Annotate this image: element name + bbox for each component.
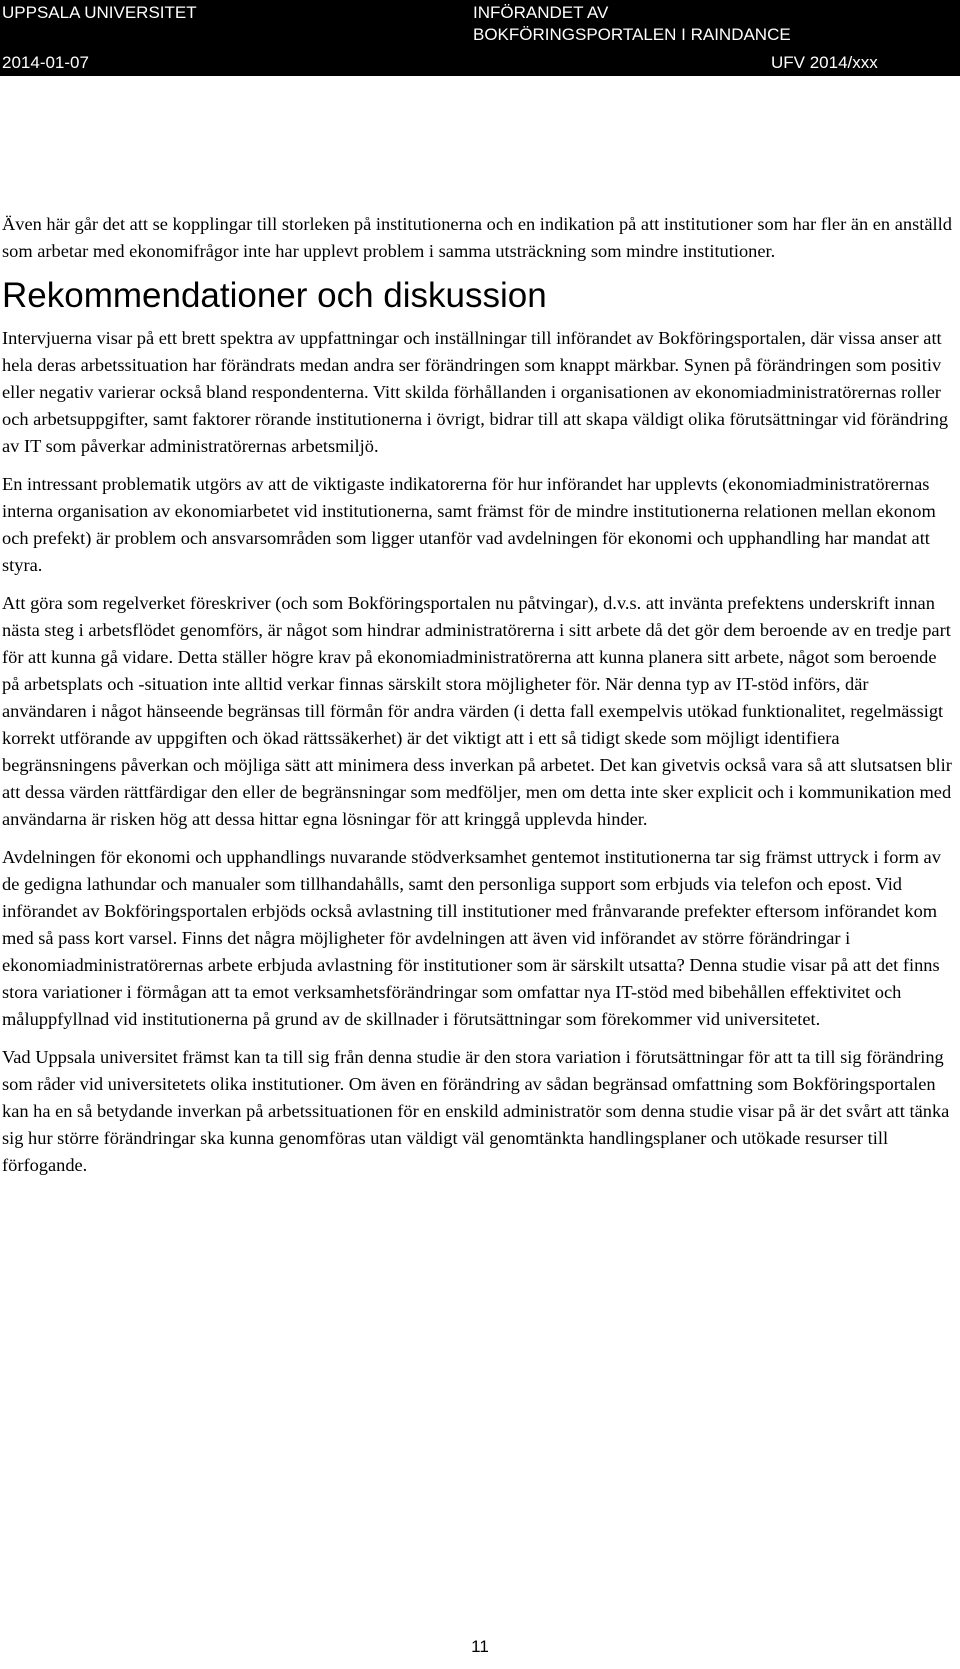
body-paragraph-3: Att göra som regelverket föreskriver (och som Bokföringsportalen nu påtvingar), d.v.s. att invänta prefektens underskrift innan nästa steg i arbetsflödet genomförs, är något som hindrar administratörerna i sitt arbete då det gör dem beroende av en tredje part för att kunna gå vidare. Detta ställer högre krav på ekonomiadministratörerna att kunna planera sitt arbete, något som beroende på arbetsplats och -situation inte alltid verkar finnas särskilt stora möjligheter för. När denna typ av IT-stöd införs, där användaren i något hänseende begränsas till förmån för andra värden (i detta fall exempelvis utökad funktionalitet, regelmässigt korrekt utförande av uppgiften och ökad rättssäkerhet) är det viktigt att i ett så tidigt skede som möjligt identifiera begränsningens påverkan och möjliga sätt att minimera dess inverkan på arbetet. Det kan givetvis också vara så att slutsatsen blir att dessa värden rättfärdigar den eller de begränsningar som medföljer, men om detta inte sker explicit och i kommunikation med användarna är risken hög att dessa hittar egna lösningar för att kringgå upplevda hinder. (2, 593, 952, 829)
document-date: 2014-01-07 (2, 53, 89, 72)
page-number: 11 (471, 1637, 489, 1656)
body-paragraph-2: En intressant problematik utgörs av att de viktigaste indikatorerna för hur införandet har upplevts (ekonomiadministratörernas interna organisation av ekonomiarbetet vid institutionerna, samt främst för de mindre institutionerna relationen mellan ekonom och prefekt) är problem och ansvarsområden som ligger utanför vad avdelningen för ekonomi och upphandling har mandat att styra. (2, 474, 936, 575)
section-heading: Rekommendationer och diskussion (2, 276, 547, 315)
organization-name: UPPSALA UNIVERSITET (2, 3, 197, 22)
document-body (2, 211, 957, 1179)
page-header (0, 0, 960, 76)
document-reference: UFV 2014/xxx (771, 53, 878, 72)
intro-paragraph: Även här går det att se kopplingar till storleken på institutionerna och en indikation på att institutioner som har fler än en anställd som arbetar med ekonomifrågor inte har upplevt problem i samma utsträckning som mindre institutioner. (2, 214, 952, 261)
document-title: INFÖRANDET AV BOKFÖRINGSPORTALEN I RAINDANCE (473, 3, 791, 44)
body-paragraph-5: Vad Uppsala universitet främst kan ta till sig från denna studie är den stora variation i förutsättningar för att ta till sig förändring som råder vid universitetets olika institutioner. Om även en förändring av sådan begränsad omfattning som Bokföringsportalen kan ha en så betydande inverkan på arbetssituationen för en enskild administratör som denna studie visar på är det svårt att tänka sig hur större förändringar ska kunna genomföras utan väldigt väl genomtänkta handlingsplaner och utökade resurser till förfogande. (2, 1047, 950, 1175)
body-paragraph-4: Avdelningen för ekonomi och upphandlings nuvarande stödverksamhet gentemot institutionerna tar sig främst uttryck i form av de gedigna lathundar och manualer som tillhandahålls, samt den personliga support som erbjuds via telefon och epost. Vid införandet av Bokföringsportalen erbjöds också avlastning till institutioner med frånvarande prefekter eftersom införandet kom med så pass kort varsel. Finns det några möjligheter för avdelningen att även vid införandet av större förändringar i ekonomiadministratörernas arbete erbjuda avlastning för institutioner som är särskilt utsatta? Denna studie visar på att det finns stora variationer i förmågan att ta emot verksamhetsförändringar som omfattar nya IT-stöd med bibehållen effektivitet och måluppfyllnad vid institutionerna på grund av de skillnader i förutsättningar som förekommer vid universitetet. (2, 847, 941, 1029)
body-paragraph-1: Intervjuerna visar på ett brett spektra av uppfattningar och inställningar till införandet av Bokföringsportalen, där vissa anser att hela deras arbetssituation har förändrats medan andra ser förändringen som knappt märkbar. Synen på förändringen som positiv eller negativ varierar också bland respondenterna. Vitt skilda förhållanden i organisationen av ekonomiadministratörernas roller och arbetsuppgifter, samt faktorer rörande institutionerna i övrigt, bidrar till att skapa väldigt olika förutsättningar vid förändring av IT som påverkar administratörernas arbetsmiljö. (2, 328, 949, 456)
